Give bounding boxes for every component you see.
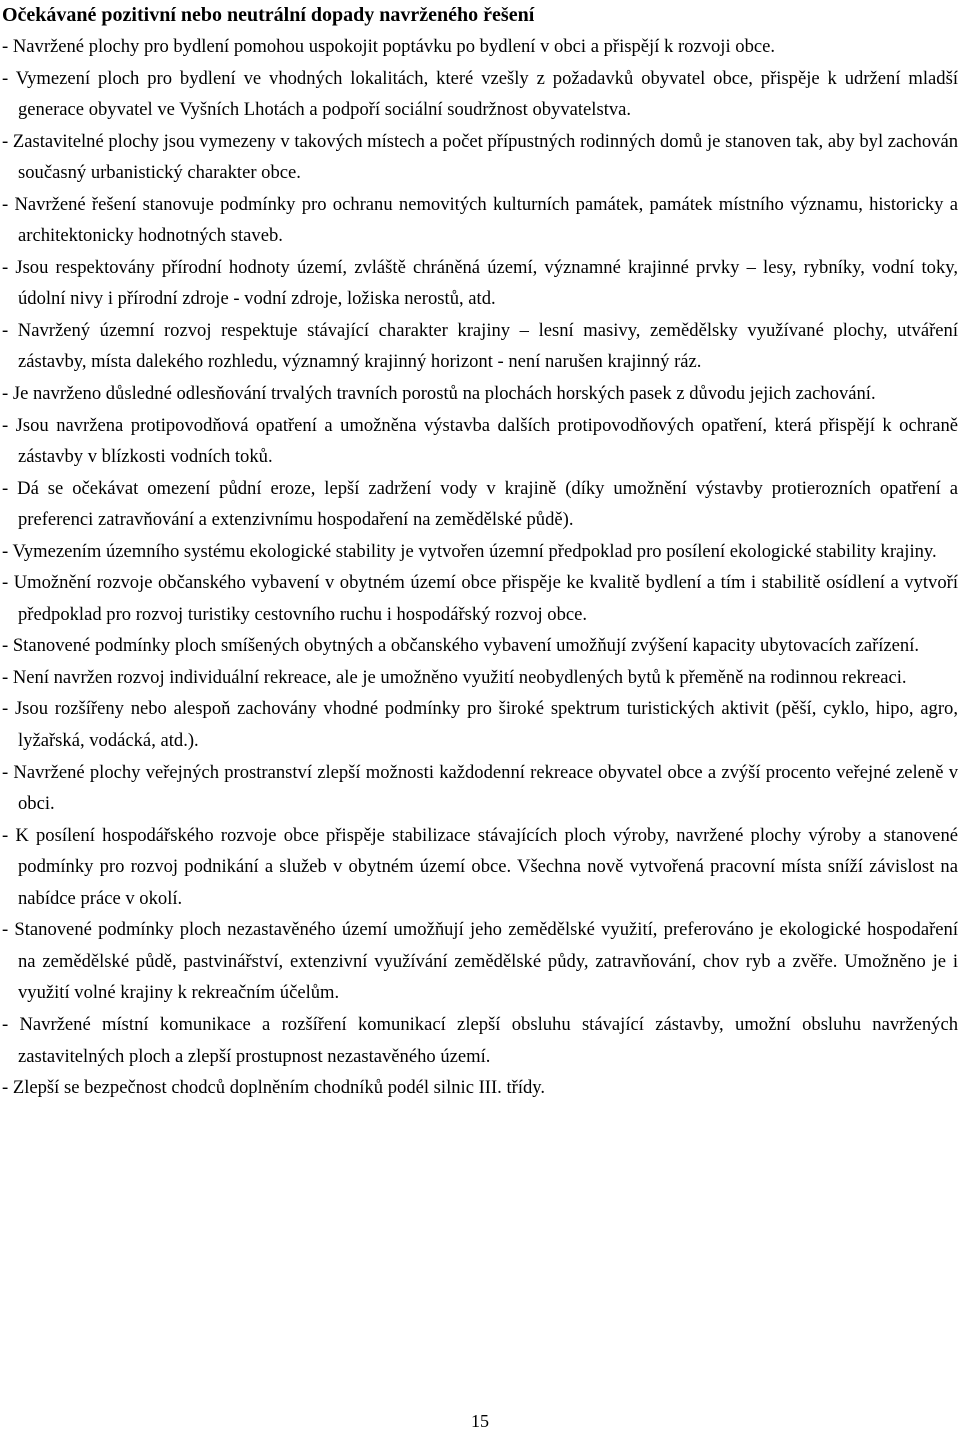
bullet-item: - Stanovené podmínky ploch nezastavěného území umožňují jeho zemědělské využití, preferováno je ekologické hospodaření na zemědělské půdě, pastvinářství, extenzivní využívání zemědělské půdy, zatravňování, chov ryb a zvěře. Umožněno je i využití volné krajiny k rekreačním účelům. xyxy=(2,919,958,1004)
bullet-item: - Zlepší se bezpečnost chodců doplněním chodníků podél silnic III. třídy. xyxy=(2,1077,546,1099)
page-number: 15 xyxy=(471,1411,489,1431)
impact-bullet-list xyxy=(2,31,958,1104)
bullet-item: - Není navržen rozvoj individuální rekreace, ale je umožněno využití neobydlených bytů k přeměně na rodinnou rekreaci. xyxy=(2,666,907,688)
bullet-item: - Je navrženo důsledné odlesňování trvalých travních porostů na plochách horských pasek z důvodu jejich zachování. xyxy=(2,383,876,405)
bullet-item: - Jsou navržena protipovodňová opatření a umožněna výstavba dalších protipovodňových opatření, která přispějí k ochraně zástavby v blízkosti vodních toků. xyxy=(2,414,958,468)
bullet-item: - Navržené plochy pro bydlení pomohou uspokojit poptávku po bydlení v obci a přispějí k rozvoji obce. xyxy=(2,36,776,57)
bullet-item: - Navržené plochy veřejných prostranství zlepší možnosti každodenní rekreace obyvatel obce a zvýší procento veřejné zeleně v obci. xyxy=(2,761,958,815)
bullet-item: - Navržené řešení stanovuje podmínky pro ochranu nemovitých kulturních památek, památek místního významu, historicky a architektonicky hodnotných staveb. xyxy=(2,193,958,247)
bullet-item: - Vymezení ploch pro bydlení ve vhodných lokalitách, které vzešly z požadavků obyvatel obce, přispěje k udržení mladší generace obyvatel ve Vyšních Lhotách a podpoří sociální soudržnost obyvatelstva. xyxy=(2,67,958,121)
bullet-item: - Jsou rozšířeny nebo alespoň zachovány vhodné podmínky pro široké spektrum turistických aktivit (pěší, cyklo, hipo, agro, lyžařská, vodácká, atd.). xyxy=(2,698,958,752)
bullet-item: - Vymezením územního systému ekologické stability je vytvořen územní předpoklad pro posílení ekologické stability krajiny. xyxy=(2,540,937,562)
bullet-item: - Dá se očekávat omezení půdní eroze, lepší zadržení vody v krajině (díky umožnění výstavby protierozních opatření a preferenci zatravňování a extenzivnímu hospodaření na zemědělské půdě). xyxy=(2,477,958,531)
bullet-item: - Navržené místní komunikace a rozšíření komunikací zlepší obsluhu stávající zástavby, umožní obsluhu navržených zastavitelných ploch a zlepší prostupnost nezastavěného území. xyxy=(2,1013,958,1067)
section-heading: Očekávané pozitivní nebo neutrální dopady navrženého řešení xyxy=(2,4,535,26)
bullet-item: - K posílení hospodářského rozvoje obce přispěje stabilizace stávajících ploch výroby, navržené plochy výroby a stanovené podmínky pro rozvoj podnikání a služeb v obytném území obce. Všechna nově vytvořená pracovní místa sníží závislost na nabídce práce v okolí. xyxy=(2,824,958,909)
bullet-item: - Jsou respektovány přírodní hodnoty území, zvláště chráněná území, významné krajinné prvky – lesy, rybníky, vodní toky, údolní nivy i přírodní zdroje - vodní zdroje, ložiska nerostů, atd. xyxy=(2,256,958,310)
bullet-item: - Navržený územní rozvoj respektuje stávající charakter krajiny – lesní masivy, zemědělsky využívané plochy, utváření zástavby, místa dalekého rozhledu, významný krajinný horizont - není narušen krajinný ráz. xyxy=(2,319,958,373)
bullet-item: - Umožnění rozvoje občanského vybavení v obytném území obce přispěje ke kvalitě bydlení a tím i stabilitě osídlení a vytvoří předpoklad pro rozvoj turistiky cestovního ruchu i hospodářský rozvoj obce. xyxy=(2,572,958,625)
bullet-item: - Stanovené podmínky ploch smíšených obytných a občanského vybavení umožňují zvýšení kapacity ubytovacích zařízení. xyxy=(2,635,920,657)
bullet-item: - Zastavitelné plochy jsou vymezeny v takových místech a počet přípustných rodinných domů je stanoven tak, aby byl zachován současný urbanistický charakter obce. xyxy=(2,130,958,184)
